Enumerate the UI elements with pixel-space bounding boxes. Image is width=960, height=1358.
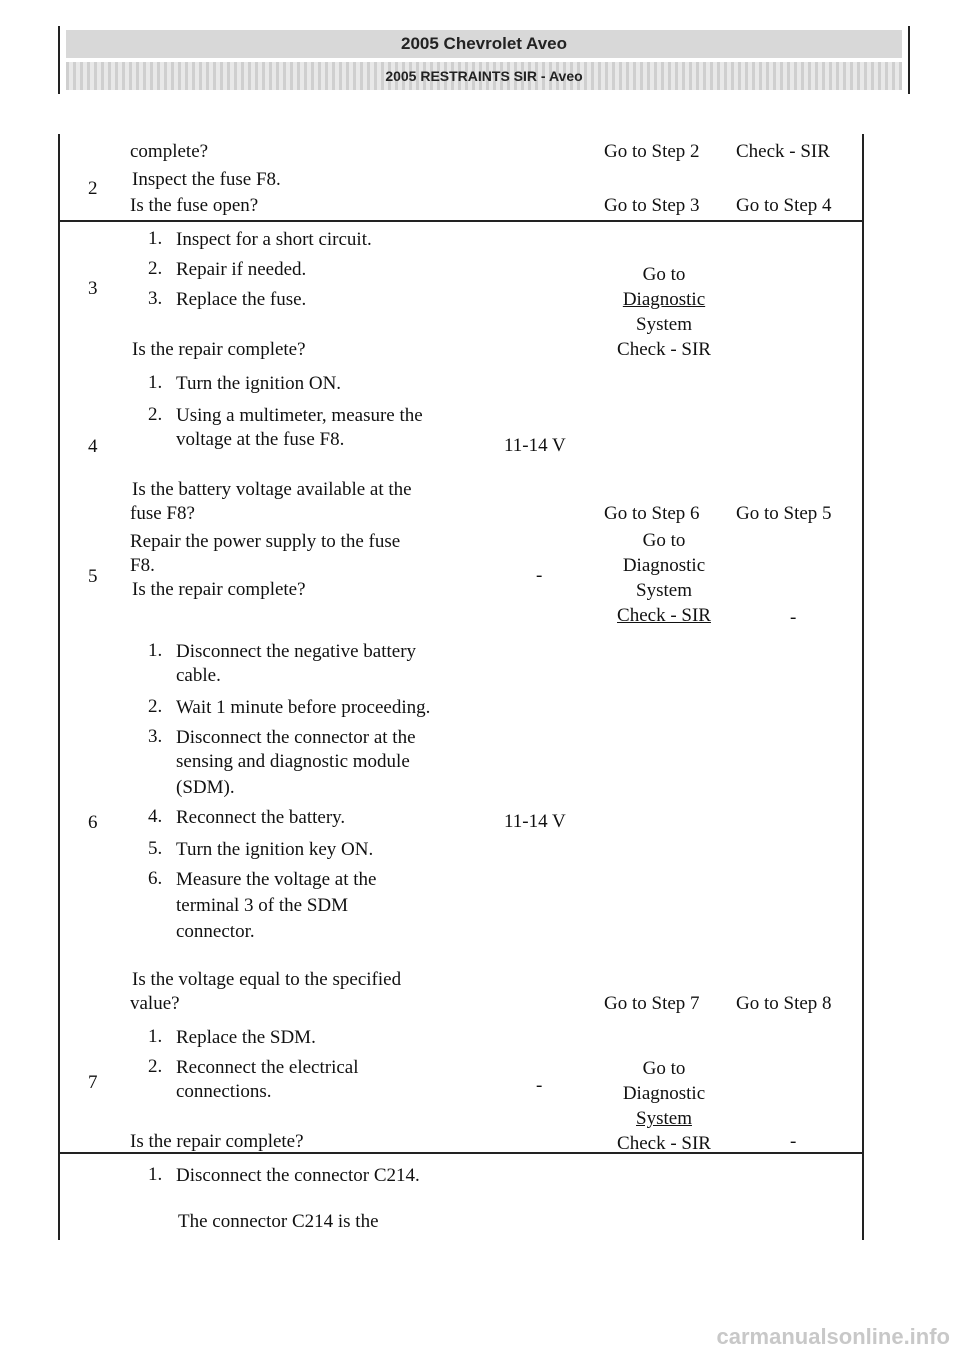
row4-yes-action[interactable]: Go to Step 6 bbox=[604, 503, 700, 524]
item-number: 2. bbox=[148, 1056, 163, 1077]
item-number: 2. bbox=[148, 404, 163, 425]
row8-item: Disconnect the connector C214. bbox=[176, 1165, 420, 1186]
row6-item: Disconnect the connector at the bbox=[176, 727, 416, 748]
row3-item: Repair if needed. bbox=[176, 259, 307, 280]
row5-question: Is the repair complete? bbox=[132, 579, 306, 600]
row7-item: Replace the SDM. bbox=[176, 1027, 316, 1048]
row6-item: connector. bbox=[176, 921, 255, 942]
row-divider bbox=[60, 220, 862, 222]
row6-item: Disconnect the negative battery bbox=[176, 641, 417, 662]
row6-value: 11-14 V bbox=[504, 811, 566, 832]
row5-instruction: Repair the power supply to the fuse bbox=[130, 531, 401, 552]
row6-item: sensing and diagnostic module bbox=[176, 751, 410, 772]
row6-item: Wait 1 minute before proceeding. bbox=[176, 697, 431, 718]
row7-no-action: - bbox=[790, 1131, 797, 1152]
row4-value: 11-14 V bbox=[504, 435, 566, 456]
row4-item: Using a multimeter, measure the bbox=[176, 405, 423, 426]
row6-question: Is the voltage equal to the specified bbox=[132, 969, 402, 990]
row5-instruction-cont: F8. bbox=[130, 555, 155, 576]
row5-yes-link[interactable]: Go to Diagnostic System Check - SIR bbox=[617, 530, 711, 626]
row7-question: Is the repair complete? bbox=[130, 1131, 304, 1152]
item-number: 1. bbox=[148, 228, 163, 249]
row2-yes-action[interactable]: Go to Step 3 bbox=[604, 195, 700, 216]
row3-question: Is the repair complete? bbox=[132, 339, 306, 360]
item-number: 2. bbox=[148, 696, 163, 717]
row2-no-action[interactable]: Go to Step 4 bbox=[736, 195, 832, 216]
item-number: 1. bbox=[148, 372, 163, 393]
row3-yes-link[interactable]: Go to Diagnostic System Check - SIR bbox=[617, 264, 711, 360]
row5-value: - bbox=[536, 565, 543, 586]
row4-item: voltage at the fuse F8. bbox=[176, 429, 345, 450]
item-number: 3. bbox=[148, 288, 163, 309]
row1-text: complete? bbox=[130, 141, 209, 162]
row6-item: cable. bbox=[176, 665, 221, 686]
step-number: 2 bbox=[88, 178, 98, 199]
step-number: 5 bbox=[88, 566, 98, 587]
row6-item: Measure the voltage at the bbox=[176, 869, 377, 890]
row6-no-action[interactable]: Go to Step 8 bbox=[736, 993, 832, 1014]
row4-item: Turn the ignition ON. bbox=[176, 373, 342, 394]
item-number: 1. bbox=[148, 1026, 163, 1047]
item-number: 3. bbox=[148, 726, 163, 747]
row7-item: Reconnect the electrical bbox=[176, 1057, 359, 1078]
row6-question-cont: value? bbox=[130, 993, 180, 1014]
item-number: 2. bbox=[148, 258, 163, 279]
row7-item: connections. bbox=[176, 1081, 272, 1102]
row3-item: Replace the fuse. bbox=[176, 289, 307, 310]
row1-no-action[interactable]: Check - SIR bbox=[736, 141, 830, 162]
row7-yes-link[interactable]: Go to Diagnostic System Check - SIR bbox=[617, 1058, 711, 1154]
row4-question-cont: fuse F8? bbox=[130, 503, 195, 524]
row6-item: Turn the ignition key ON. bbox=[176, 839, 374, 860]
item-number: 1. bbox=[148, 640, 163, 661]
row3-item: Inspect for a short circuit. bbox=[176, 229, 372, 250]
row4-no-action[interactable]: Go to Step 5 bbox=[736, 503, 832, 524]
item-number: 4. bbox=[148, 806, 163, 827]
row2-instruction: Inspect the fuse F8. bbox=[132, 169, 281, 190]
row6-yes-action[interactable]: Go to Step 7 bbox=[604, 993, 700, 1014]
document-header bbox=[58, 26, 910, 94]
row5-no-action: - bbox=[790, 607, 797, 628]
watermark: carmanualsonline.info bbox=[716, 1324, 950, 1349]
row7-value: - bbox=[536, 1075, 543, 1096]
header-subtitle: 2005 RESTRAINTS SIR - Aveo bbox=[66, 62, 902, 90]
row8-item: The connector C214 is the bbox=[178, 1211, 379, 1232]
step-number: 4 bbox=[88, 436, 98, 457]
step-number: 7 bbox=[88, 1072, 98, 1093]
item-number: 6. bbox=[148, 868, 163, 889]
step-number: 6 bbox=[88, 812, 98, 833]
item-number: 1. bbox=[148, 1164, 163, 1185]
diagnostic-table bbox=[58, 134, 864, 1240]
header-title: 2005 Chevrolet Aveo bbox=[66, 30, 902, 58]
item-number: 5. bbox=[148, 838, 163, 859]
row4-question: Is the battery voltage available at the bbox=[132, 479, 412, 500]
row2-question: Is the fuse open? bbox=[130, 195, 259, 216]
row6-item: (SDM). bbox=[176, 777, 235, 798]
row6-item: terminal 3 of the SDM bbox=[176, 895, 349, 916]
row1-yes-action[interactable]: Go to Step 2 bbox=[604, 141, 700, 162]
row6-item: Reconnect the battery. bbox=[176, 807, 346, 828]
step-number: 3 bbox=[88, 278, 98, 299]
